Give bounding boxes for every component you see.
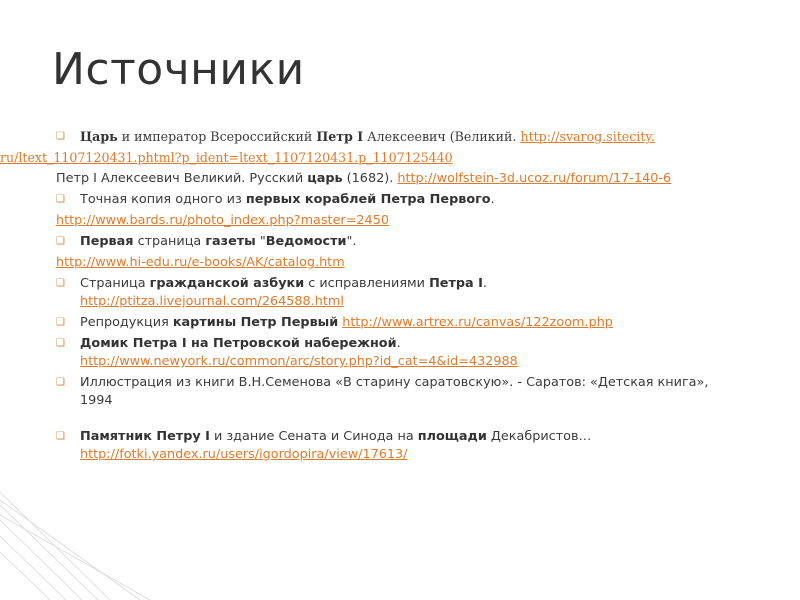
- list-item: [56, 428, 756, 464]
- item-bold: газеты: [205, 234, 256, 249]
- item-text: .: [482, 276, 487, 291]
- item-text: и император Всероссийский: [117, 129, 317, 144]
- item-bold: Домик Петра I на Петровской набережной: [80, 336, 397, 351]
- bullet-icon: ❑: [56, 377, 65, 388]
- list-item: [56, 254, 756, 272]
- source-link[interactable]: http://wolfstein-3d.ucoz.ru/forum/17-140-6: [397, 171, 672, 186]
- item-bold: картины Петр Первый: [172, 315, 339, 330]
- list-item: [56, 335, 756, 371]
- item-text: Алексеевич (Великий.: [363, 129, 521, 144]
- item-text: .: [490, 192, 495, 207]
- list-item: [56, 275, 756, 311]
- list-item: [56, 191, 756, 209]
- item-bold: царь: [307, 171, 343, 186]
- list-item: [56, 128, 756, 146]
- item-text: страница: [133, 234, 206, 249]
- sources-list: [0, 128, 756, 464]
- bullet-icon: ❑: [56, 338, 65, 349]
- list-item: [56, 233, 756, 251]
- source-link[interactable]: http://www.newyork.ru/common/arc/story.php?id_cat=4&id=432988: [80, 354, 518, 369]
- item-bold: гражданской азбуки: [149, 276, 305, 291]
- item-text: .: [396, 336, 401, 351]
- bullet-icon: ❑: [56, 131, 65, 142]
- item-bold: первых кораблей Петра Первого: [245, 192, 491, 207]
- bullet-icon: ❑: [56, 194, 65, 205]
- item-bold: Памятник Петру I: [80, 429, 210, 444]
- spacer: [56, 410, 756, 428]
- slide-title: Источники: [52, 44, 305, 95]
- item-text: с исправлениями: [304, 276, 430, 291]
- item-bold: площади: [417, 429, 487, 444]
- bullet-icon: ❑: [56, 278, 65, 289]
- list-item: [56, 212, 756, 230]
- source-link[interactable]: http://www.hi-edu.ru/e-books/AK/catalog.htm: [56, 255, 345, 270]
- source-link[interactable]: http://ptitza.livejournal.com/264588.html: [80, 294, 344, 309]
- item-text: Страница: [80, 276, 150, 291]
- list-item: [56, 314, 756, 332]
- item-text: Декабристов…: [486, 429, 592, 444]
- list-item: [0, 149, 756, 167]
- item-text: Точная копия одного из: [80, 192, 246, 207]
- bullet-icon: ❑: [56, 317, 65, 328]
- item-bold: Ведомости: [265, 234, 347, 249]
- bullet-icon: ❑: [56, 431, 65, 442]
- list-item: [56, 374, 740, 410]
- item-text: ": [255, 234, 266, 249]
- item-text: Петр I Алексеевич Великий. Русский: [56, 171, 308, 186]
- item-bold: Первая: [80, 234, 134, 249]
- item-bold: Царь: [80, 129, 118, 144]
- item-bold: Петра I: [429, 276, 483, 291]
- source-link[interactable]: http://www.artrex.ru/canvas/122zoom.php: [342, 315, 613, 330]
- source-link[interactable]: http://svarog.sitecity.: [520, 129, 655, 144]
- item-text: и здание Сената и Синода на: [209, 429, 418, 444]
- item-text: ".: [346, 234, 357, 249]
- bullet-icon: ❑: [56, 236, 65, 247]
- source-link[interactable]: http://www.bards.ru/photo_index.php?master=2450: [56, 213, 389, 228]
- source-link[interactable]: ru/ltext_1107120431.phtml?p_ident=ltext_1107120431.p_1107125440: [0, 150, 453, 165]
- item-bold: Петр I: [316, 129, 364, 144]
- item-text: Репродукция: [80, 315, 173, 330]
- list-item: [56, 170, 756, 188]
- item-text: Иллюстрация из книги В.Н.Семенова «В старину саратовскую». - Саратов: «Детская книга», 1994: [80, 375, 709, 408]
- item-text: (1682).: [342, 171, 398, 186]
- source-link[interactable]: http://fotki.yandex.ru/users/igordopira/view/17613/: [80, 447, 408, 462]
